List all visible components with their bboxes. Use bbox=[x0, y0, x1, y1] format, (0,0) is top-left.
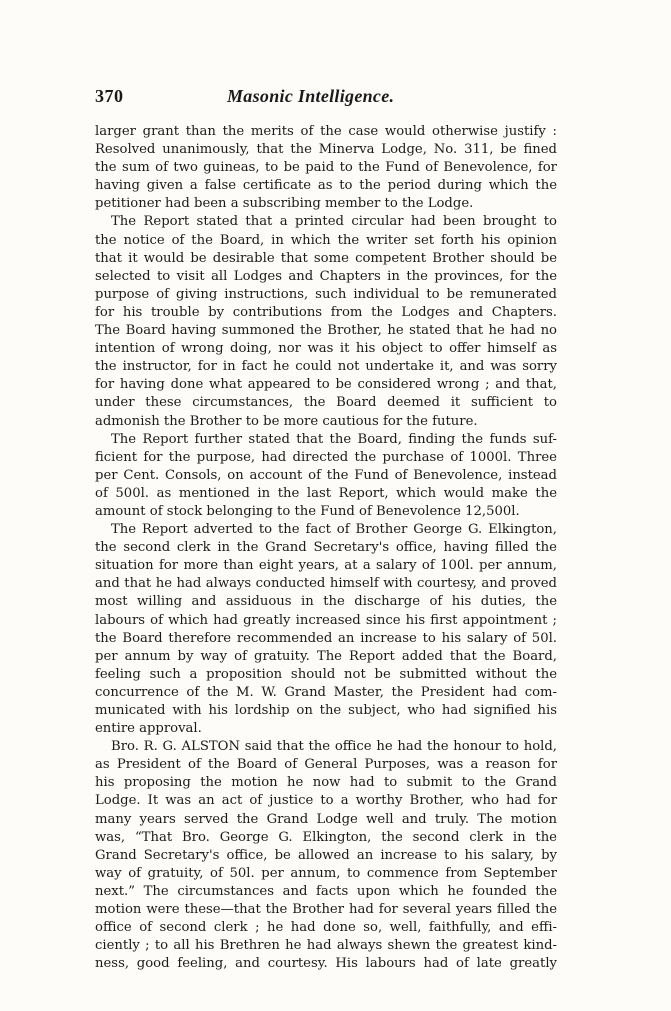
text-line: The Board having summoned the Brother, he stated that he had no bbox=[95, 323, 557, 339]
running-title: Masonic Intelligence. bbox=[227, 86, 395, 106]
text-line: ness, good feeling, and courtesy. His labours had of late greatly bbox=[95, 956, 557, 972]
text-line: motion were these—that the Brother had for several years filled the bbox=[95, 902, 557, 918]
text-line: purpose of giving instructions, such individual to be remunerated bbox=[95, 286, 557, 302]
text-line: concurrence of the M. W. Grand Master, the President had com- bbox=[95, 684, 557, 700]
text-line: petitioner had been a subscribing member to the Lodge. bbox=[95, 196, 474, 212]
page-header bbox=[95, 86, 550, 110]
text-line: that it would be desirable that some competent Brother should be bbox=[95, 250, 557, 266]
text-line: for his trouble by contributions from the Lodges and Chapters. bbox=[95, 304, 557, 320]
text-line: situation for more than eight years, at a salary of 100l. per annum, bbox=[95, 558, 557, 574]
text-line: feeling such a proposition should not be submitted without the bbox=[95, 666, 557, 682]
text-line: intention of wrong doing, nor was it his object to offer himself as bbox=[95, 341, 557, 357]
text-line: municated with his lordship on the subject, who had signified his bbox=[95, 703, 557, 718]
text-line: the second clerk in the Grand Secretary's office, having filled the bbox=[95, 540, 557, 556]
text-line: labours of which had greatly increased since his first appointment ; bbox=[95, 612, 557, 628]
text-line: was, “That Bro. George G. Elkington, the second clerk in the bbox=[95, 829, 557, 845]
text-line: under these circumstances, the Board deemed it sufficient to bbox=[95, 395, 557, 411]
text-line: larger grant than the merits of the case would otherwise justify : bbox=[95, 124, 557, 139]
text-line: for having done what appeared to be considered wrong ; and that, bbox=[95, 377, 557, 393]
text-line: the Board therefore recommended an increase to his salary of 50l. bbox=[95, 630, 557, 646]
text-line: the sum of two guineas, to be paid to the Fund of Benevolence, for bbox=[95, 160, 557, 176]
text-line: per Cent. Consols, on account of the Fund of Benevolence, instead bbox=[95, 467, 557, 483]
text-line: The Report further stated that the Board, finding the funds suf- bbox=[111, 431, 557, 447]
text-line: admonish the Brother to be more cautious for the future. bbox=[95, 413, 478, 429]
text-line: entire approval. bbox=[95, 721, 202, 737]
text-line: next.” The circumstances and facts upon which he founded the bbox=[95, 883, 557, 899]
text-line: as President of the Board of General Purposes, was a reason for bbox=[95, 757, 557, 773]
text-line: The Report stated that a printed circular had been brought to bbox=[111, 214, 557, 230]
text-line: and that he had always conducted himself with courtesy, and proved bbox=[95, 576, 557, 592]
text-line: most willing and assiduous in the discharge of his duties, the bbox=[95, 594, 557, 610]
text-line: office of second clerk ; he had done so, well, faithfully, and effi- bbox=[95, 920, 557, 936]
text-line: having given a false certificate as to the period during which the bbox=[95, 178, 557, 194]
text-line: ciently ; to all his Brethren he had always shewn the greatest kind- bbox=[95, 938, 557, 954]
body-text bbox=[95, 123, 557, 973]
text-line: the instructor, for in fact he could not undertake it, and was sorry bbox=[95, 359, 557, 375]
text-line: Grand Secretary's office, be allowed an increase to his salary, by bbox=[95, 847, 557, 863]
text-line: of 500l. as mentioned in the last Report, which would make the bbox=[95, 485, 557, 501]
text-line: the notice of the Board, in which the writer set forth his opinion bbox=[95, 232, 557, 248]
page-number: 370 bbox=[95, 86, 124, 106]
text-line: his proposing the motion he now had to submit to the Grand bbox=[95, 775, 557, 791]
text-line: ficient for the purpose, had directed the purchase of 1000l. Three bbox=[95, 449, 557, 465]
text-line: amount of stock belonging to the Fund of Benevolence 12,500l. bbox=[95, 503, 520, 519]
text-line: Lodge. It was an act of justice to a worthy Brother, who had for bbox=[95, 793, 557, 809]
text-line: many years served the Grand Lodge well and truly. The motion bbox=[95, 811, 557, 827]
text-line: The Report adverted to the fact of Brother George G. Elkington, bbox=[111, 522, 557, 538]
text-line: Bro. R. G. ALSTON said that the office he had the honour to hold, bbox=[111, 739, 557, 755]
text-line: selected to visit all Lodges and Chapters in the provinces, for the bbox=[95, 268, 557, 284]
text-line: Resolved unanimously, that the Minerva Lodge, No. 311, be fined bbox=[95, 142, 557, 158]
text-line: way of gratuity, of 50l. per annum, to commence from September bbox=[95, 865, 557, 881]
text-line: per annum by way of gratuity. The Report added that the Board, bbox=[95, 648, 557, 664]
